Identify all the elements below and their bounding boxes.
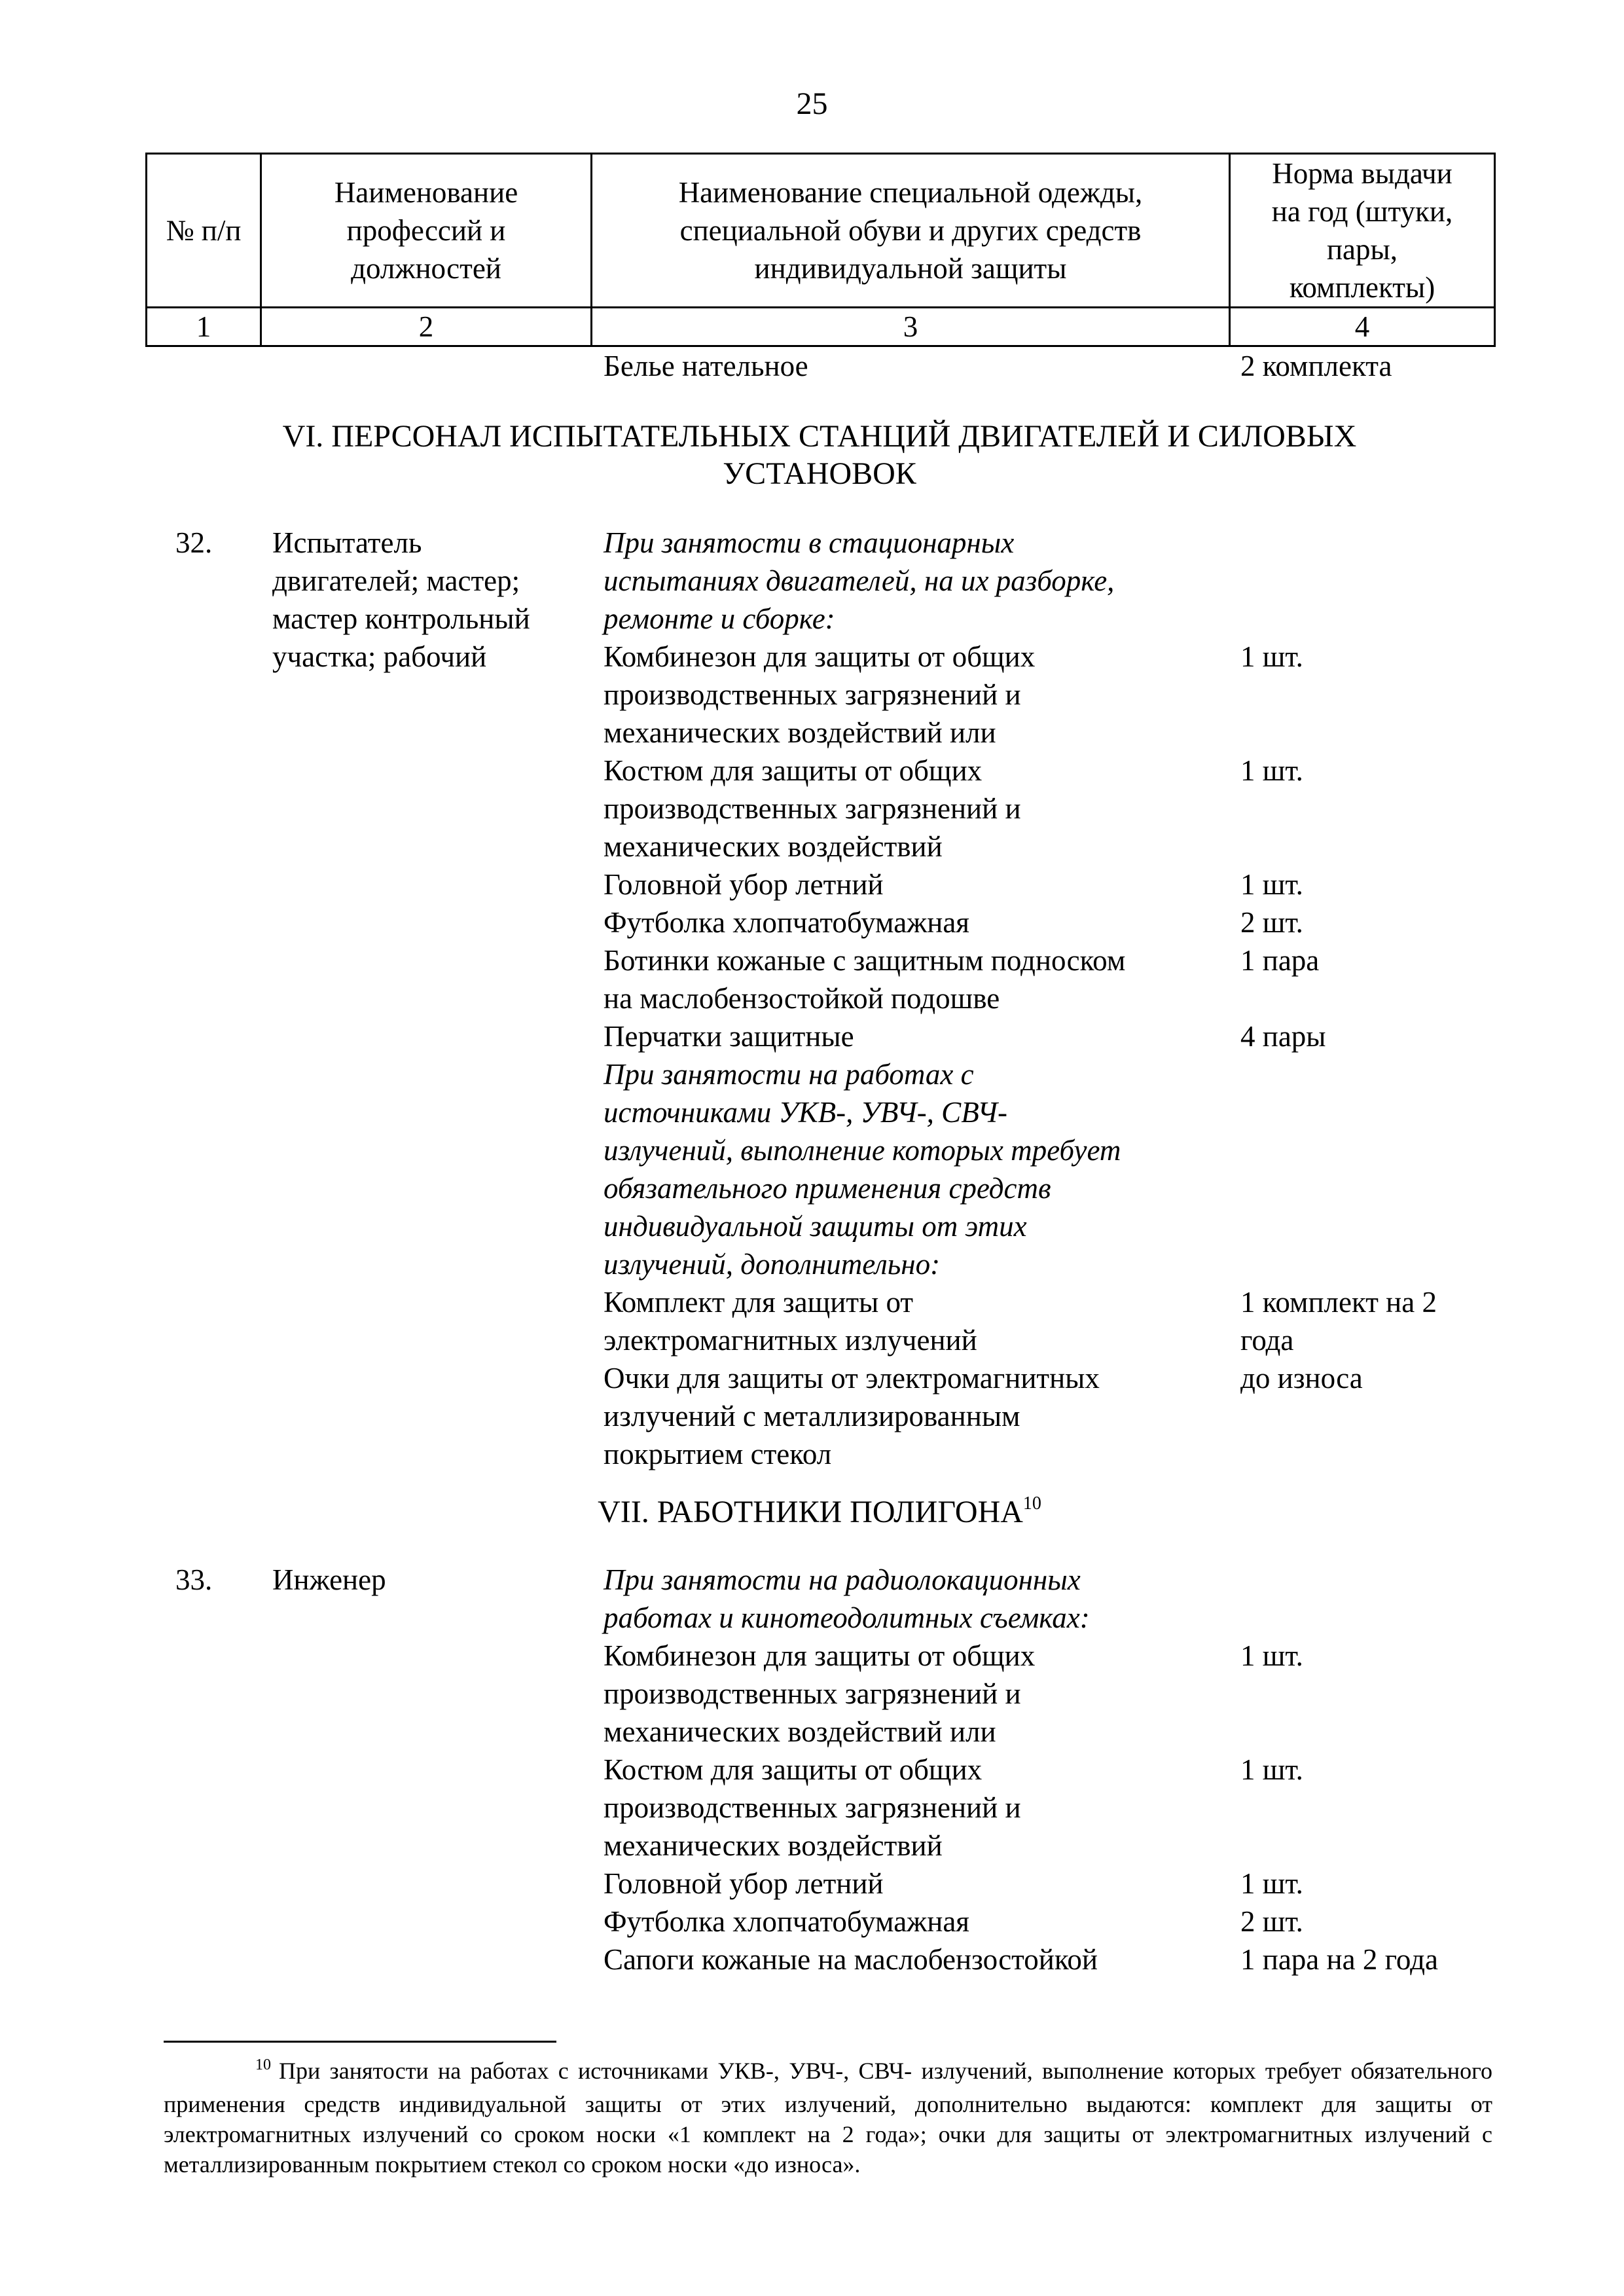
section-6-title-line1: VI. ПЕРСОНАЛ ИСПЫТАТЕЛЬНЫХ СТАНЦИЙ ДВИГАТЕЛЕЙ И СИЛОВЫХ	[282, 419, 1357, 454]
item-norm: 1 пара на 2 года	[1240, 1943, 1438, 1976]
item-norm: 1 пара	[1240, 944, 1320, 977]
footnote-separator	[164, 2041, 556, 2043]
item-norm: 1 шт.	[1240, 1639, 1303, 1672]
header-col-norm: Норма выдачи на год (штуки, пары, комплекты)	[1230, 154, 1495, 308]
header-col-profession: Наименование профессий и должностей	[261, 154, 592, 308]
entry-32-condition-2: При занятости на работах с источниками УКВ-, УВЧ-, СВЧ- излучений, выполнение которых требует обязательного применения средств индивидуальной защиты от этих излучений, дополнительно:	[604, 1058, 1121, 1281]
item-name: Футболка хлопчатобумажная	[604, 906, 970, 939]
entry-32-additional-items	[604, 1283, 1100, 1473]
column-number: 3	[592, 308, 1230, 346]
item-norm: 2 шт.	[1240, 1905, 1303, 1938]
footnote-text: При занятости на работах с источниками УКВ-, УВЧ-, СВЧ- излучений, выполнение которых требует обязательного применения средств индивидуальной защиты от этих излучений, дополнительно выдаются: комплект для защиты от электромагнитных излучений со сроком носки «1 комплект на 2 года»; очки для защиты от электромагнитных излучений с металлизированным покрытием стекол со сроком носки «до износа».	[164, 2058, 1492, 2178]
item-name: Головной убор летний	[604, 868, 884, 901]
footnote-reference: 10	[1022, 1493, 1041, 1514]
item-norm: до износа	[1240, 1362, 1363, 1394]
item-norm: 2 шт.	[1240, 906, 1303, 939]
column-number: 1	[147, 308, 261, 346]
entry-33-number: 33.	[175, 1563, 213, 1596]
item-norm: 1 шт.	[1240, 1753, 1303, 1786]
item-norm: 1 шт.	[1240, 754, 1303, 787]
entry-32-condition-1: При занятости в стационарных испытаниях двигателей, на их разборке, ремонте и сборке:	[604, 526, 1115, 635]
carryover-item: Белье нательное	[604, 350, 808, 382]
item-norm: 1 шт.	[1240, 640, 1303, 673]
entry-32-profession: Испытатель двигателей; мастер; мастер контрольный участка; рабочий	[272, 526, 530, 673]
header-row	[147, 154, 1495, 308]
entry-32-number: 32.	[175, 526, 213, 559]
column-number: 4	[1230, 308, 1495, 346]
entry-33-condition: При занятости на радиолокационных работах и кинотеодолитных съемках:	[604, 1563, 1090, 1634]
item-name: Костюм для защиты от общих производственных загрязнений и механических воздействий	[604, 754, 1021, 863]
item-norm: 1 шт.	[1240, 868, 1303, 901]
column-number: 2	[261, 308, 592, 346]
page-number: 25	[796, 86, 828, 121]
item-norm: 1 комплект на 2 года	[1240, 1286, 1437, 1357]
item-norm: 1 шт.	[1240, 1867, 1303, 1900]
item-name: Комплект для защиты от электромагнитных излучений	[604, 1286, 977, 1357]
footnote-marker: 10	[255, 2056, 271, 2073]
entry-33-profession: Инженер	[272, 1563, 386, 1596]
footnote	[164, 2056, 1492, 2179]
item-name: Перчатки защитные	[604, 1020, 854, 1053]
item-norm: 4 пары	[1240, 1020, 1326, 1053]
item-name: Футболка хлопчатобумажная	[604, 1905, 970, 1938]
header-col-equipment: Наименование специальной одежды, специальной обуви и других средств индивидуальной защиты	[592, 154, 1230, 308]
item-name: Комбинезон для защиты от общих производственных загрязнений и механических воздействий или	[604, 1639, 1036, 1748]
entry-32-items	[604, 638, 1125, 1055]
header-table	[145, 153, 1496, 347]
item-name: Костюм для защиты от общих производственных загрязнений и механических воздействий	[604, 1753, 1021, 1862]
section-6-title-line2: УСТАНОВОК	[723, 456, 916, 491]
column-numbers-row	[147, 308, 1495, 346]
header-col-number: № п/п	[147, 154, 261, 308]
item-name: Ботинки кожаные с защитным подноском на маслобензостойкой подошве	[604, 944, 1126, 1015]
section-7-title: VII. РАБОТНИКИ ПОЛИГОНА$^{10}$	[598, 1493, 1041, 1529]
item-name: Сапоги кожаные на маслобензостойкой	[604, 1943, 1098, 1976]
item-name: Головной убор летний	[604, 1867, 884, 1900]
item-name: Очки для защиты от электромагнитных излучений с металлизированным покрытием стекол	[604, 1362, 1100, 1470]
carryover-norm: 2 комплекта	[1240, 350, 1392, 382]
entry-33-items	[604, 1637, 1098, 1978]
item-name: Комбинезон для защиты от общих производственных загрязнений и механических воздействий или	[604, 640, 1036, 749]
